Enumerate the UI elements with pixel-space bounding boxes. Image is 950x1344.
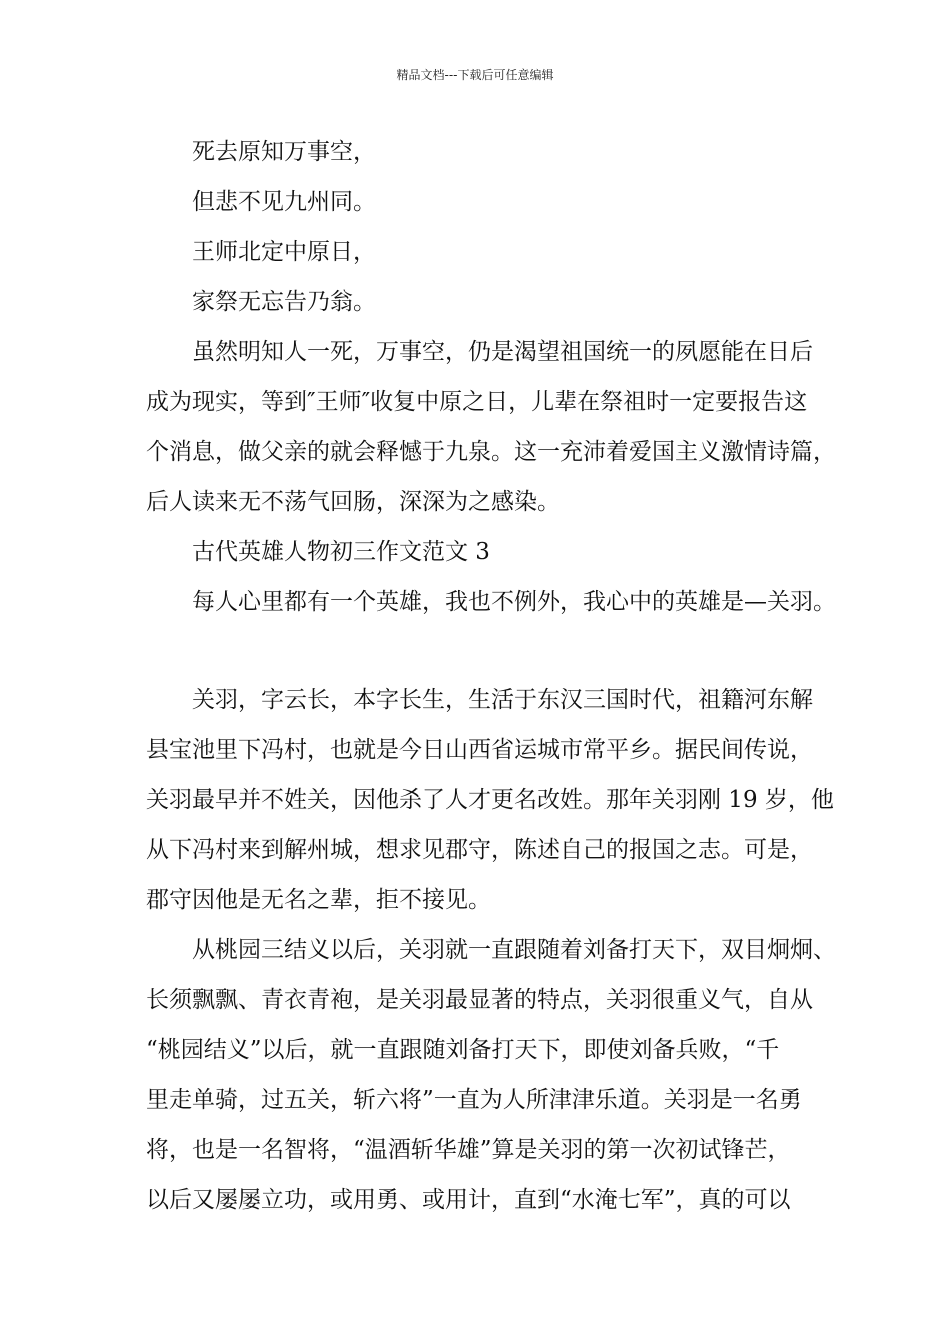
paragraph-line: 县宝池里下冯村，也就是今日山西省运城市常平乡。据民间传说， xyxy=(146,737,813,763)
page-header: 精品文档---下载后可任意编辑 xyxy=(396,68,554,82)
section-title: 古代英雄人物初三作文范文 3 xyxy=(192,539,490,565)
paragraph-line: 成为现实，等到″王师″收复中原之日，儿辈在祭祖时一定要报告这 xyxy=(146,389,808,415)
paragraph-line: 从桃园三结义以后，关羽就一直跟随着刘备打天下，双目炯炯、 xyxy=(192,937,836,963)
paragraph-line: 长须飘飘、青衣青袍，是关羽最显著的特点，关羽很重义气，自从 xyxy=(146,987,813,1013)
poem-line: 但悲不见九州同。 xyxy=(192,189,376,215)
paragraph-line: 将，也是一名智将，“温酒斩华雄”算是关羽的第一次初试锋芒， xyxy=(146,1137,791,1163)
poem-line: 死去原知万事空， xyxy=(192,139,376,165)
paragraph-line: 个消息，做父亲的就会释憾于九泉。这一充沛着爱国主义激情诗篇， xyxy=(146,439,836,465)
paragraph-line: 里走单骑，过五关，斩六将”一直为人所津津乐道。关羽是一名勇 xyxy=(146,1087,802,1113)
intro-line: 每人心里都有一个英雄，我也不例外，我心中的英雄是—关羽。 xyxy=(192,589,836,615)
poem-line: 家祭无忘告乃翁。 xyxy=(192,289,376,315)
paragraph-line: 从下冯村来到解州城，想求见郡守，陈述自己的报国之志。可是， xyxy=(146,837,813,863)
paragraph-line: 虽然明知人一死，万事空，仍是渴望祖国统一的夙愿能在日后 xyxy=(192,339,813,365)
paragraph-line: 关羽最早并不姓关，因他杀了人才更名改姓。那年关羽刚 19 岁，他 xyxy=(146,787,834,813)
paragraph-line: 关羽，字云长，本字长生，生活于东汉三国时代，祖籍河东解 xyxy=(192,687,813,713)
paragraph-line: 郡守因他是无名之辈，拒不接见。 xyxy=(146,887,491,913)
paragraph-line: 以后又屡屡立功，或用勇、或用计，直到“水淹七军”，真的可以 xyxy=(146,1187,791,1213)
paragraph-line: “桃园结义”以后，就一直跟随刘备打天下，即使刘备兵败，“千 xyxy=(146,1037,780,1063)
paragraph-line: 后人读来无不荡气回肠，深深为之感染。 xyxy=(146,489,560,515)
poem-line: 王师北定中原日， xyxy=(192,239,376,265)
